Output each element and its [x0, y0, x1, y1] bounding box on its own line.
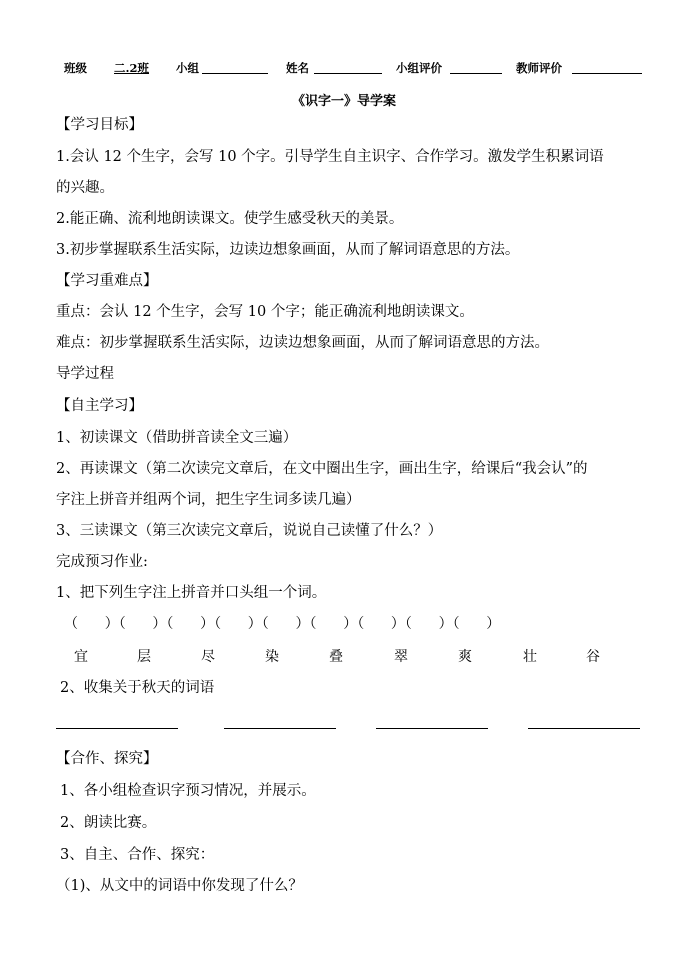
cooperate-line: 3、自主、合作、探究： [60, 847, 215, 863]
name-label: 姓名 [286, 61, 309, 75]
goal-line: 2.能正确、流利地朗读课文。使学生感受秋天的美景。 [56, 211, 404, 227]
goals-heading: 【学习目标】 [56, 117, 143, 133]
page-title: 《识字一》导学案 [291, 94, 396, 109]
teacher-eval-blank[interactable] [572, 73, 642, 74]
cooperate-line: 1、各小组检查识字预习情况，并展示。 [60, 783, 316, 799]
self-study-line: 2、再读课文（第二次读完文章后，在文中圈出生字，画出生字，给课后“我会认”的 [56, 461, 588, 477]
header-row [64, 58, 648, 80]
group-eval-label: 小组评价 [396, 61, 442, 75]
goal-line: 的兴趣。 [56, 180, 114, 196]
autumn-word-blank[interactable] [376, 728, 488, 729]
goal-line: 1.会认 12 个生字，会写 10 个字。引导学生自主识字、合作学习。激发学生积累词语 [56, 149, 604, 165]
character: 层 [137, 649, 151, 665]
class-value: 二.2班 [114, 61, 150, 75]
self-study-heading: 【自主学习】 [56, 398, 143, 414]
character: 壮 [523, 649, 537, 665]
cooperate-heading: 【合作、探究】 [56, 751, 158, 767]
process-label: 导学过程 [56, 366, 114, 382]
character: 谷 [586, 649, 600, 665]
focus-line: 重点：会认 12 个生字，会写 10 个字；能正确流利地朗读课文。 [56, 304, 474, 320]
self-study-line: 1、初读课文（借助拼音读全文三遍） [56, 430, 298, 446]
goal-line: 3.初步掌握联系生活实际，边读边想象画面，从而了解词语意思的方法。 [56, 242, 520, 258]
group-blank[interactable] [202, 73, 268, 74]
name-blank[interactable] [314, 73, 382, 74]
character: 爽 [458, 649, 472, 665]
pinyin-blanks[interactable]: （ ）（ ）（ ）（ ）（ ）（ ）（ ）（ ）（ ） [64, 616, 501, 632]
key-points-heading: 【学习重难点】 [56, 273, 158, 289]
autumn-word-blank[interactable] [224, 728, 336, 729]
character: 尽 [201, 649, 215, 665]
difficulty-line: 难点：初步掌握联系生活实际，边读边想象画面，从而了解词语意思的方法。 [56, 335, 549, 351]
class-label: 班级 [64, 61, 87, 75]
self-study-line: 3、三读课文（第三次读完文章后，说说自己读懂了什么？） [56, 523, 443, 539]
character: 翠 [394, 649, 408, 665]
homework-task1: 1、把下列生字注上拼音并口头组一个词。 [56, 585, 327, 601]
group-label: 小组 [176, 61, 199, 75]
character: 叠 [329, 649, 343, 665]
character: 染 [265, 649, 279, 665]
self-study-line: 字注上拼音并组两个词，把生字生词多读几遍） [56, 492, 361, 508]
autumn-word-blank[interactable] [56, 728, 178, 729]
cooperate-line: （1)、从文中的词语中你发现了什么？ [56, 878, 303, 894]
group-eval-blank[interactable] [450, 73, 502, 74]
autumn-word-blank[interactable] [528, 728, 640, 729]
character: 宜 [74, 649, 88, 665]
cooperate-line: 2、朗读比赛。 [60, 815, 157, 831]
homework-task2: 2、收集关于秋天的词语 [60, 680, 215, 696]
teacher-eval-label: 教师评价 [516, 61, 562, 75]
homework-heading: 完成预习作业: [56, 554, 148, 570]
